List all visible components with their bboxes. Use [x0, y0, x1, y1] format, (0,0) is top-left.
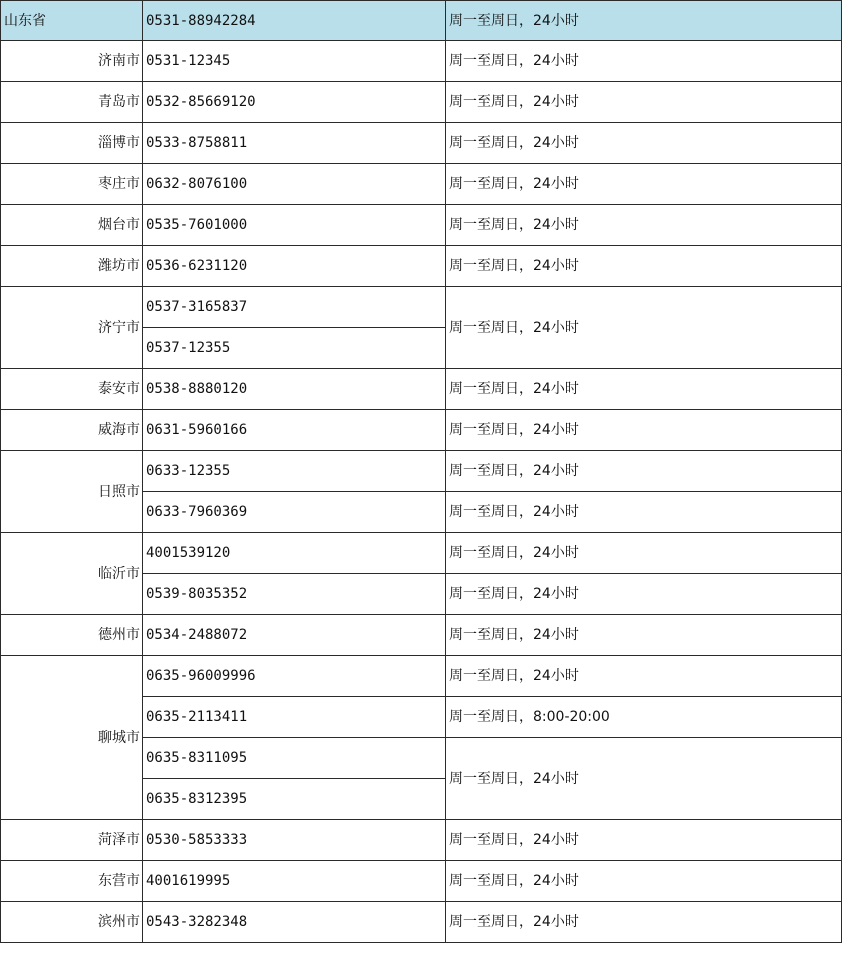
service-hours: 周一至周日，8:00-20:00	[446, 697, 842, 738]
table-row	[1, 451, 842, 492]
service-hours: 周一至周日，24小时	[446, 205, 842, 246]
service-hours: 周一至周日，24小时	[446, 369, 842, 410]
phone-number: 0533-8758811	[143, 123, 446, 164]
phone-number: 0635-2113411	[143, 697, 446, 738]
service-hours: 周一至周日，24小时	[446, 82, 842, 123]
table-row	[1, 164, 842, 205]
city-name: 泰安市	[1, 369, 143, 410]
phone-number: 0635-96009996	[143, 656, 446, 697]
service-hours: 周一至周日，24小时	[446, 41, 842, 82]
table-row	[1, 123, 842, 164]
phone-number: 0536-6231120	[143, 246, 446, 287]
table-row	[1, 246, 842, 287]
phone-number: 4001539120	[143, 533, 446, 574]
service-hours: 周一至周日，24小时	[446, 533, 842, 574]
service-hours: 周一至周日，24小时	[446, 451, 842, 492]
service-hours: 周一至周日，24小时	[446, 410, 842, 451]
service-hours: 周一至周日，24小时	[446, 861, 842, 902]
city-name: 日照市	[1, 451, 143, 533]
city-name: 东营市	[1, 861, 143, 902]
table-row	[1, 820, 842, 861]
service-hours: 周一至周日，24小时	[446, 492, 842, 533]
province-hours: 周一至周日，24小时	[446, 1, 842, 41]
city-name: 青岛市	[1, 82, 143, 123]
phone-number: 0537-3165837	[143, 287, 446, 328]
city-name: 聊城市	[1, 656, 143, 820]
service-hours: 周一至周日，24小时	[446, 574, 842, 615]
table-row	[1, 615, 842, 656]
phone-number: 0534-2488072	[143, 615, 446, 656]
table-row	[1, 656, 842, 697]
table-row	[1, 82, 842, 123]
table-row	[1, 287, 842, 328]
service-hours: 周一至周日，24小时	[446, 656, 842, 697]
phone-number: 0543-3282348	[143, 902, 446, 943]
phone-number: 0631-5960166	[143, 410, 446, 451]
table-row	[1, 410, 842, 451]
phone-number: 0538-8880120	[143, 369, 446, 410]
phone-number: 0633-7960369	[143, 492, 446, 533]
phone-number: 0535-7601000	[143, 205, 446, 246]
city-name: 菏泽市	[1, 820, 143, 861]
phone-number: 0539-8035352	[143, 574, 446, 615]
phone-number: 4001619995	[143, 861, 446, 902]
service-hours: 周一至周日，24小时	[446, 287, 842, 369]
phone-number: 0532-85669120	[143, 82, 446, 123]
service-hours: 周一至周日，24小时	[446, 902, 842, 943]
phone-number: 0632-8076100	[143, 164, 446, 205]
table-row	[1, 205, 842, 246]
table-row	[1, 41, 842, 82]
table-row	[1, 533, 842, 574]
phone-number: 0530-5853333	[143, 820, 446, 861]
table-row	[1, 902, 842, 943]
city-name: 潍坊市	[1, 246, 143, 287]
city-name: 淄博市	[1, 123, 143, 164]
city-name: 德州市	[1, 615, 143, 656]
table-header-row	[1, 1, 842, 41]
city-name: 滨州市	[1, 902, 143, 943]
province-name: 山东省	[1, 1, 143, 41]
table-row	[1, 369, 842, 410]
table-row	[1, 861, 842, 902]
service-hours: 周一至周日，24小时	[446, 615, 842, 656]
city-name: 济宁市	[1, 287, 143, 369]
city-name: 枣庄市	[1, 164, 143, 205]
service-hours: 周一至周日，24小时	[446, 820, 842, 861]
city-name: 临沂市	[1, 533, 143, 615]
service-hours: 周一至周日，24小时	[446, 246, 842, 287]
phone-number: 0635-8312395	[143, 779, 446, 820]
city-name: 济南市	[1, 41, 143, 82]
phone-number: 0537-12355	[143, 328, 446, 369]
service-hours: 周一至周日，24小时	[446, 164, 842, 205]
city-name: 烟台市	[1, 205, 143, 246]
province-phone: 0531-88942284	[143, 1, 446, 41]
phone-number: 0633-12355	[143, 451, 446, 492]
service-hours: 周一至周日，24小时	[446, 123, 842, 164]
service-hours: 周一至周日，24小时	[446, 738, 842, 820]
phone-number: 0635-8311095	[143, 738, 446, 779]
phone-number: 0531-12345	[143, 41, 446, 82]
city-name: 威海市	[1, 410, 143, 451]
